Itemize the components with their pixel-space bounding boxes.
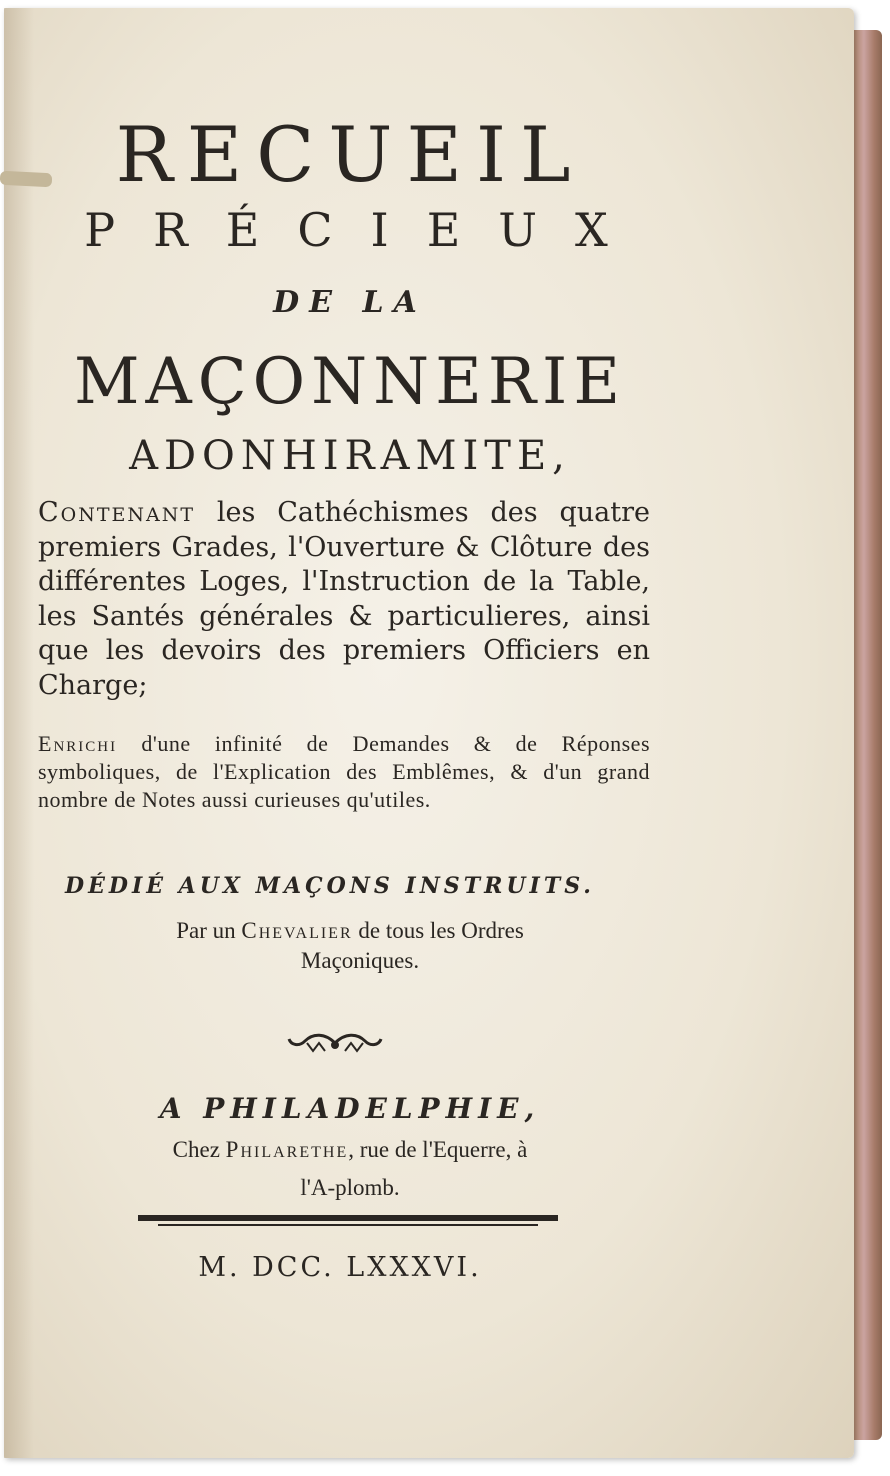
title-recueil: RECUEIL [115,110,585,199]
title-de-la: DE LA [273,285,427,320]
page-gutter-shadow [4,8,34,1458]
author-post: de tous les Ordres [358,918,524,943]
contents-paragraph [38,496,650,703]
enriched-paragraph [38,730,650,814]
publisher-post: , rue de l'Equerre, à [348,1137,528,1162]
title-precieux: PRÉCIEUX [84,203,646,257]
publisher-name: Philarethe [225,1137,349,1162]
imprint-publisher [40,1137,660,1163]
floral-ornament-icon [285,1025,385,1059]
author-line-2: Maçoniques. [300,948,420,973]
imprint-publisher-line-2: l'A-plomb. [300,1175,400,1200]
title-adonhiramite: ADONHIRAMITE, [129,433,571,479]
imprint-city: A PHILADELPHIE, [159,1092,541,1125]
imprint-date: M. DCC. LXXXVI. [198,1252,482,1283]
author-pre: Par un [176,918,236,943]
printer-rule [138,1215,558,1227]
contents-text: les Cathéchismes des quatre premiers Grades, l'Ouverture & Clôture des différentes Loges, l'Instruction de la Table, les Santés générales & particulieres, ainsi que les devoirs des premiers Officiers en Charge; [38,497,650,701]
contents-lead: Contenant [38,497,196,528]
title-maconnerie: MAÇONNERIE [73,345,627,419]
enriched-lead: Enrichi [38,731,118,756]
author-line [30,918,670,944]
enriched-text: d'une infinité de Demandes & de Réponses symboliques, de l'Explication des Emblêmes, & d'un grand nombre de Notes aussi curieuses qu'utiles. [38,731,651,812]
dedication: DÉDIÉ AUX MAÇONS INSTRUITS. [65,873,595,899]
author-name: Chevalier [241,918,353,943]
publisher-pre: Chez [172,1137,220,1162]
